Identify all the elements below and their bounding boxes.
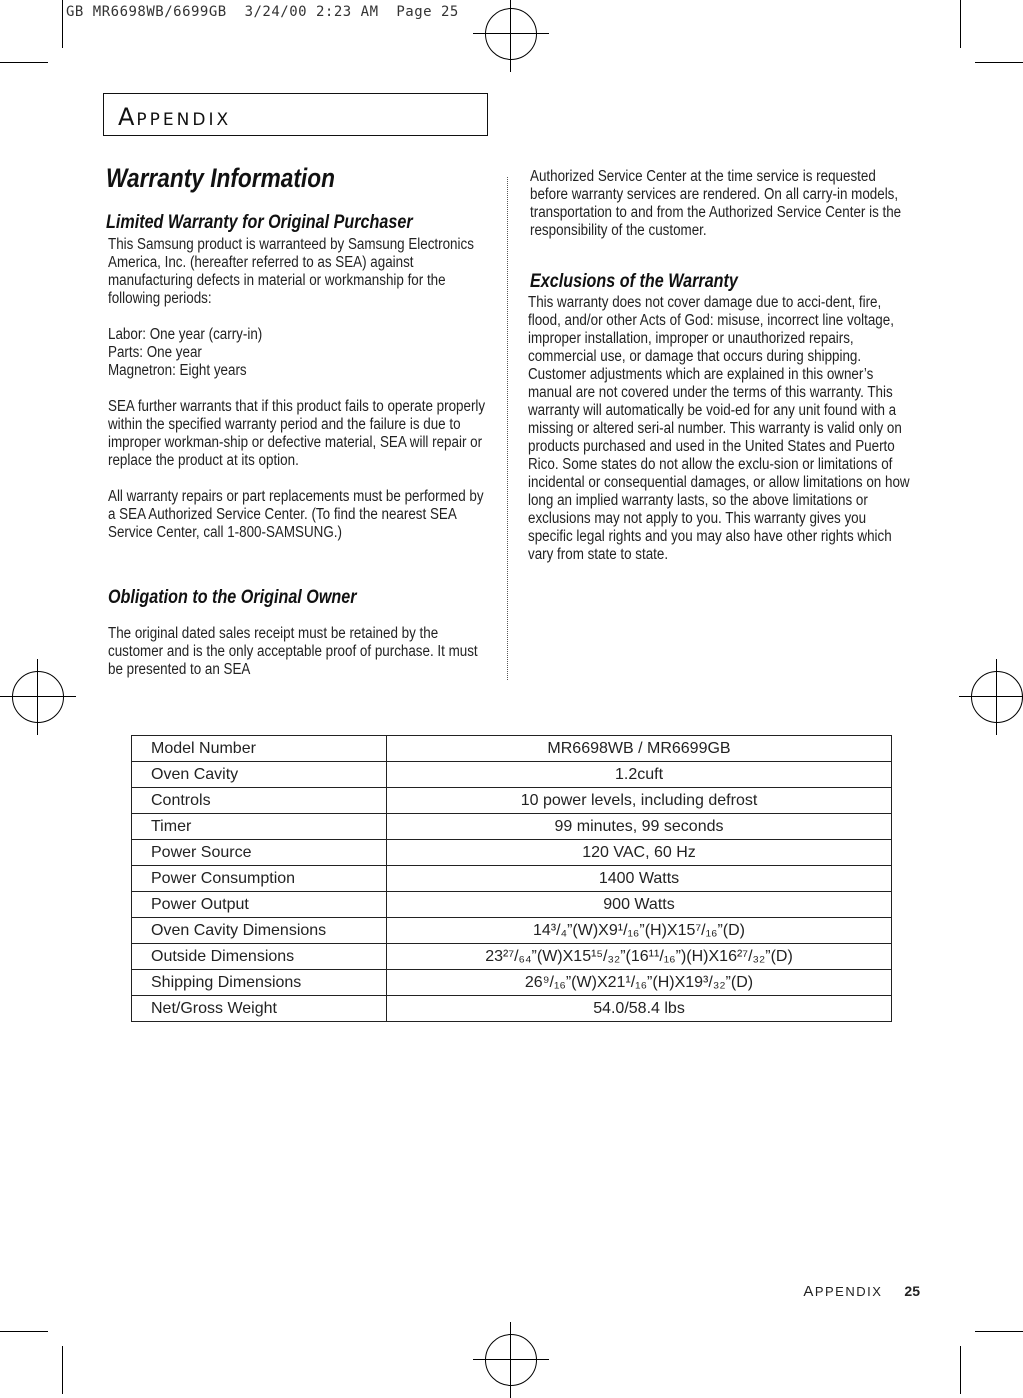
table-row: [132, 762, 892, 788]
footer-appendix-label: PPENDIX: [814, 1284, 883, 1299]
spec-label: Oven Cavity Dimensions: [132, 918, 387, 944]
footer-appendix-initial: A: [803, 1283, 815, 1300]
spec-value: 120 VAC, 60 Hz: [387, 840, 892, 866]
spec-value: 14³/₄”(W)X9¹/₁₆”(H)X15⁷/₁₆”(D): [387, 918, 892, 944]
spec-label: Controls: [132, 788, 387, 814]
left-column: [108, 236, 489, 542]
spec-label: Timer: [132, 814, 387, 840]
table-row: [132, 814, 892, 840]
spec-label: Power Source: [132, 840, 387, 866]
service-center-paragraph: All warranty repairs or part replacements must be performed by a SEA Authorized Service Center. (To find the nearest SEA Service Center, call 1-800-SAMSUNG.): [108, 488, 484, 541]
page-number: 25: [904, 1283, 920, 1299]
magnetron-period: Magnetron: Eight years: [108, 362, 247, 379]
crop-mark: [975, 1331, 1023, 1332]
labor-period: Labor: One year (carry-in): [108, 326, 263, 343]
spec-label: Net/Gross Weight: [132, 996, 387, 1022]
registration-mark-icon: [12, 671, 64, 723]
obligation-paragraph-continued: Authorized Service Center at the time service is requested before warranty services are rendered. On all carry-in models, transportation to and from the Authorized Service Center is the responsibility of the customer.: [530, 168, 902, 239]
table-row: [132, 918, 892, 944]
exclusions-paragraph: This warranty does not cover damage due to acci-dent, fire, flood, and/or other Acts of God: misuse, incorrect line voltage, improper installation, improper or unauthorized repairs, commercial use, or damage that occurs during shipping. Customer adjustments which are explained in this owner’s manual are not covered under the terms of this warranty. This warranty will automatically be void-ed for any unit found with a missing or altered seri-al number. This warranty is valid only on products purchased and used in the United States and Puerto Rico. Some states do not allow the exclu-sion or limitations of incidental or consequential damages, or allow limitations on how long an implied warranty lasts, so the above limitations or exclusions may not apply to you. This warranty gives you specific legal rights and you may also have other rights which vary from state to state.: [528, 294, 910, 563]
registration-mark-icon: [485, 8, 537, 60]
section-heading-obligation: Obligation to the Original Owner: [108, 587, 357, 608]
print-slug: GB MR6698WB/6699GB 3/24/00 2:23 AM Page 25: [66, 4, 459, 20]
spec-value: 54.0/58.4 lbs: [387, 996, 892, 1022]
table-row: [132, 736, 892, 762]
spec-value: MR6698WB / MR6699GB: [387, 736, 892, 762]
limited-warranty-paragraph: This Samsung product is warranteed by Samsung Electronics America, Inc. (hereafter referred to as SEA) against manufacturing defects in material or workmanship for the following periods:: [108, 236, 474, 307]
table-row: [132, 944, 892, 970]
table-row: [132, 996, 892, 1022]
spec-value: 1400 Watts: [387, 866, 892, 892]
spec-value: 23²⁷/₆₄”(W)X15¹⁵/₃₂”(16¹¹/₁₆”)(H)X16²⁷/₃₂”(D): [387, 944, 892, 970]
spec-label: Shipping Dimensions: [132, 970, 387, 996]
obligation-continued: [530, 168, 909, 240]
column-divider: [507, 177, 508, 680]
table-row: [132, 866, 892, 892]
table-row: [132, 788, 892, 814]
table-row: [132, 892, 892, 918]
page-footer: [803, 1283, 920, 1300]
spec-label: Oven Cavity: [132, 762, 387, 788]
spec-label: Power Output: [132, 892, 387, 918]
spec-value: 1.2cuft: [387, 762, 892, 788]
crop-mark: [0, 62, 48, 63]
crop-mark: [960, 0, 961, 48]
appendix-label: PPENDIX: [136, 110, 232, 130]
crop-mark: [62, 1346, 63, 1394]
repair-paragraph: SEA further warrants that if this product fails to operate properly within the specified warranty period and the failure is due to improper workman-ship or defective material, SEA will repair or replace the product at its option.: [108, 398, 486, 469]
spec-value: 900 Watts: [387, 892, 892, 918]
registration-mark-icon: [485, 1334, 537, 1386]
crop-mark: [62, 0, 63, 48]
spec-label: Power Consumption: [132, 866, 387, 892]
spec-value: 10 power levels, including defrost: [387, 788, 892, 814]
appendix-header: [103, 93, 488, 136]
spec-label: Outside Dimensions: [132, 944, 387, 970]
parts-period: Parts: One year: [108, 344, 202, 361]
registration-mark-icon: [971, 671, 1023, 723]
obligation-paragraph: The original dated sales receipt must be retained by the customer and is the only acceptable proof of purchase. It must be presented to an SEA: [108, 625, 478, 678]
page-title: Warranty Information: [106, 163, 335, 193]
table-row: [132, 970, 892, 996]
specifications-table: [131, 735, 892, 1022]
table-row: [132, 840, 892, 866]
obligation-text: [108, 625, 489, 679]
section-heading-exclusions: Exclusions of the Warranty: [530, 271, 738, 292]
spec-label: Model Number: [132, 736, 387, 762]
exclusions-text: [528, 294, 913, 564]
spec-value: 99 minutes, 99 seconds: [387, 814, 892, 840]
crop-mark: [975, 62, 1023, 63]
section-heading-limited-warranty: Limited Warranty for Original Purchaser: [106, 212, 413, 233]
spec-value: 26⁹/₁₆”(W)X21¹/₁₆”(H)X19³/₃₂”(D): [387, 970, 892, 996]
crop-mark: [960, 1346, 961, 1394]
appendix-initial: A: [118, 103, 137, 131]
crop-mark: [0, 1331, 48, 1332]
